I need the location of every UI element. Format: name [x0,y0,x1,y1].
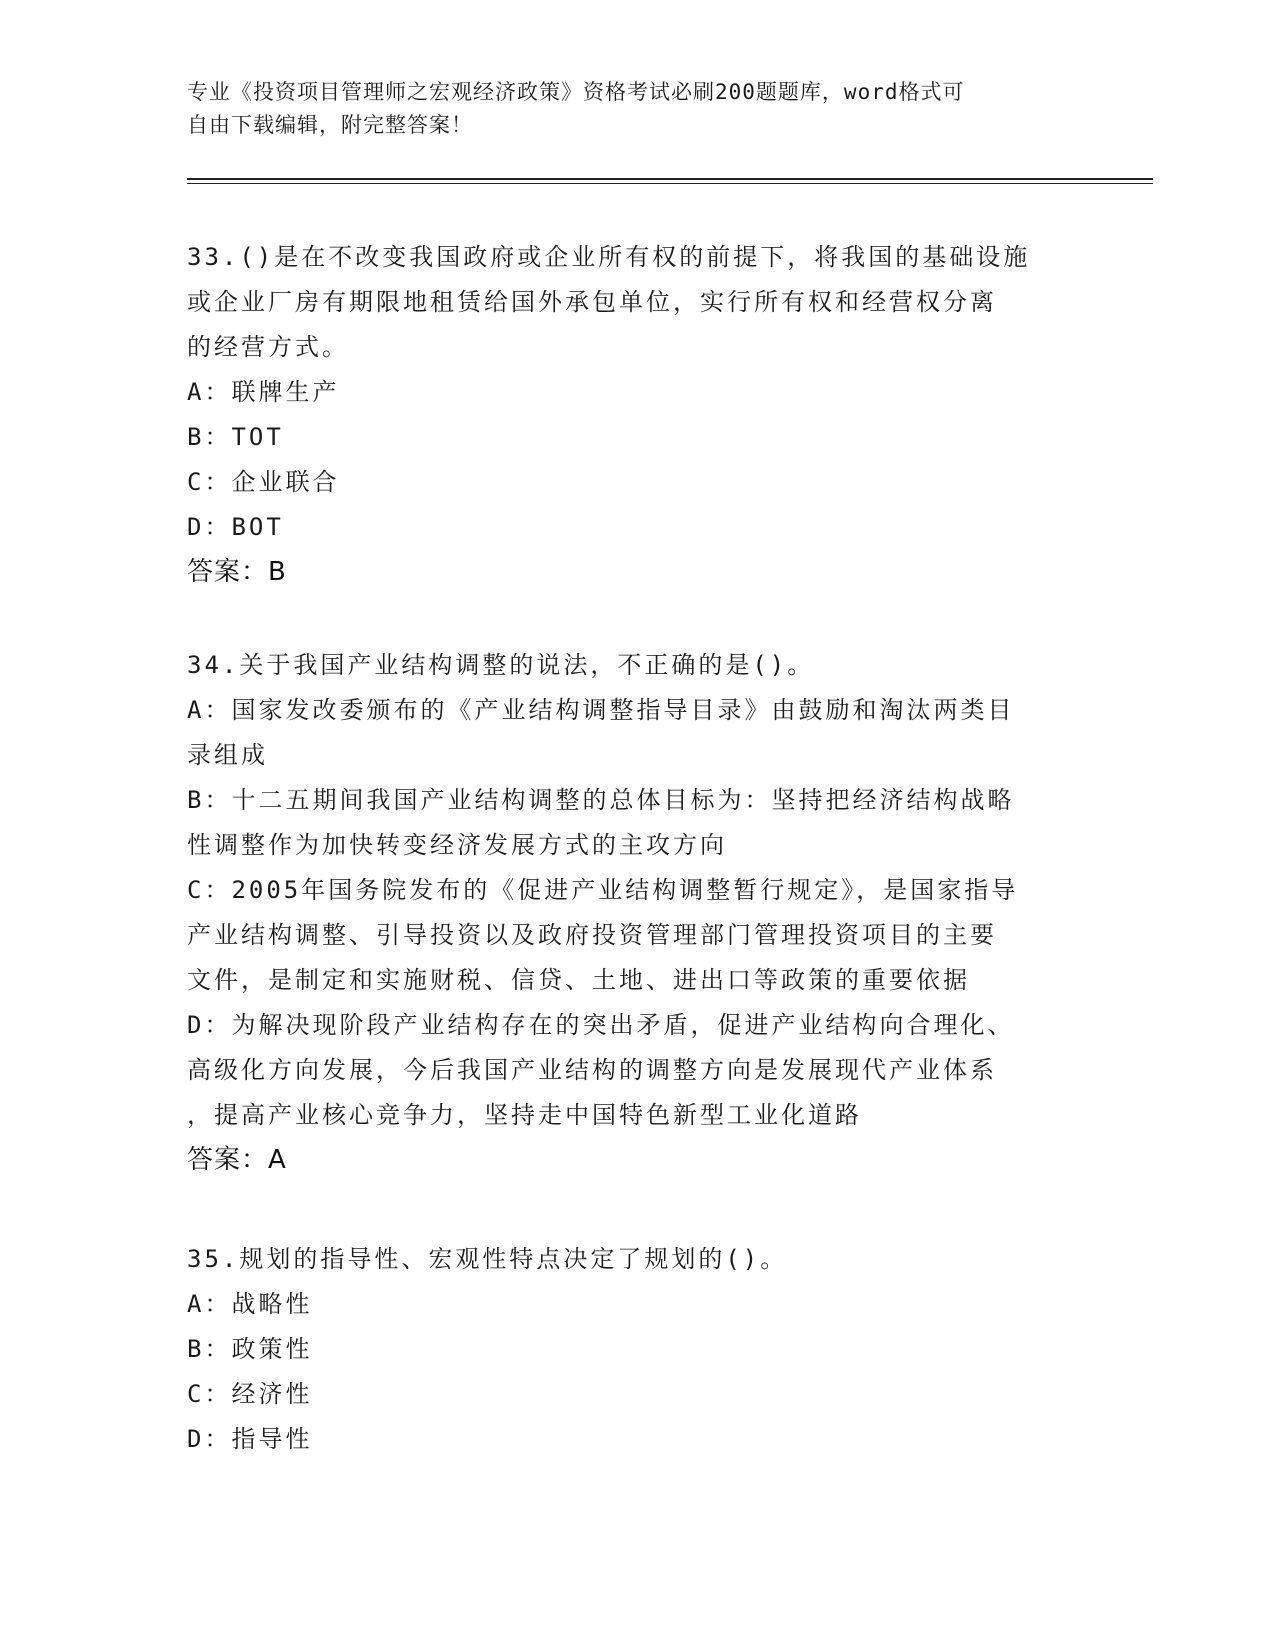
question-stem-line: 34.关于我国产业结构调整的说法，不正确的是()。 [187,651,815,679]
question-stem-line: 的经营方式。 [187,333,349,361]
option-b-line: 性调整作为加快转变经济发展方式的主攻方向 [187,831,727,859]
option-a-line: 录组成 [187,741,268,769]
option-d-line: D：为解决现阶段产业结构存在的突出矛盾，促进产业结构向合理化、 [187,1011,1015,1039]
question-stem-line: 33.()是在不改变我国政府或企业所有权的前提下，将我国的基础设施 [187,243,1031,271]
answer-label: 答案：A [187,1145,287,1175]
option-c: C：经济性 [187,1380,313,1408]
header-divider-thick [187,178,1153,180]
question-35 [187,1237,1087,1462]
option-b: B：政策性 [187,1335,313,1363]
header-divider-thin [187,183,1153,184]
option-d-line: ，提高产业核心竞争力，坚持走中国特色新型工业化道路 [187,1101,862,1129]
question-34 [187,643,1087,1183]
option-b: B：TOT [187,423,284,451]
option-c: C：企业联合 [187,468,340,496]
question-stem-line: 35.规划的指导性、宏观性特点决定了规划的()。 [187,1245,788,1273]
header-line-1: 专业《投资项目管理师之宏观经济政策》资格考试必刷200题题库，word格式可 [187,80,965,104]
option-c-line: 产业结构调整、引导投资以及政府投资管理部门管理投资项目的主要 [187,921,997,949]
option-d: D：指导性 [187,1425,313,1453]
option-d-line: 高级化方向发展，今后我国产业结构的调整方向是发展现代产业体系 [187,1056,997,1084]
option-a: A：联牌生产 [187,378,340,406]
header-line-2: 自由下载编辑，附完整答案！ [187,113,473,137]
question-stem-line: 或企业厂房有期限地租赁给国外承包单位，实行所有权和经营权分离 [187,288,997,316]
option-a: A：战略性 [187,1290,313,1318]
answer-label: 答案：B [187,557,287,587]
option-d: D：BOT [187,513,284,541]
question-33 [187,235,1087,595]
option-c-line: C：2005年国务院发布的《促进产业结构调整暂行规定》，是国家指导 [187,876,1019,904]
document-header [187,76,1067,142]
option-a-line: A：国家发改委颁布的《产业结构调整指导目录》由鼓励和淘汰两类目 [187,696,1015,724]
option-b-line: B：十二五期间我国产业结构调整的总体目标为：坚持把经济结构战略 [187,786,1015,814]
option-c-line: 文件，是制定和实施财税、信贷、土地、进出口等政策的重要依据 [187,966,970,994]
